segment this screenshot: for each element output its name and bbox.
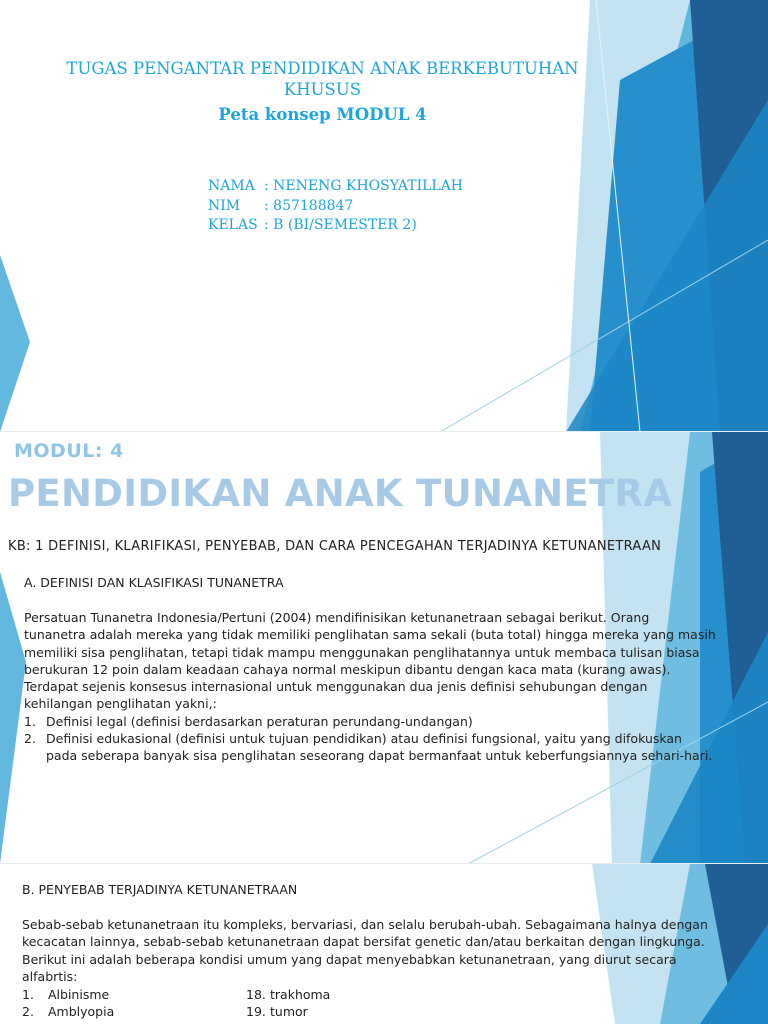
section-body: [24, 609, 764, 765]
content-slide-penyebab: [0, 864, 768, 1024]
cause-list-right: [246, 986, 330, 1021]
list-item: [22, 986, 114, 1003]
list-item: [24, 713, 764, 730]
list-text: Definisi edukasional (definisi untuk tujuan pendidikan) atau definisi fungsional, yaitu yang difokuskan: [46, 731, 682, 747]
paragraph-line: Terdapat sejenis konsesus internasional untuk menggunakan dua jenis definisi sehubungan dengan: [24, 679, 648, 695]
info-label: NAMA: [208, 178, 255, 194]
info-value: : 857188847: [264, 197, 354, 214]
info-row-kelas: [208, 216, 463, 236]
info-row-nim: [208, 197, 463, 217]
content-slide-definisi: [0, 432, 768, 864]
deco-left-triangle: [0, 255, 30, 432]
slide-heading: PENDIDIKAN ANAK TUNANETRA: [8, 472, 673, 515]
paragraph-line: tunanetra adalah mereka yang tidak memiliki penglihatan sama sekali (buta total) hingga mereka yang masih: [24, 627, 716, 643]
paragraph-line: kehilangan penglihatan yakni,:: [24, 696, 217, 712]
list-item: [246, 1003, 330, 1020]
paragraph-line: memiliki sisa penglihatan, tetapi tidak mampu menggunakan penglihatannya untuk membaca tulisan biasa: [24, 644, 700, 660]
cause-list-left: [22, 986, 114, 1021]
paragraph-line: alfabrtis:: [22, 968, 78, 984]
paragraph-line: kecacatan lainnya, sebab-sebab ketunanetraan dapat bersifat genetic dan/atau berkaitan dengan lingkunga.: [22, 934, 705, 950]
info-label: NIM: [208, 197, 241, 214]
list-number: 19.: [246, 1004, 266, 1020]
student-info: [208, 177, 463, 236]
list-number: 1.: [24, 713, 36, 729]
section-heading: B. PENYEBAB TERJADINYA KETUNANETRAAN: [22, 882, 298, 897]
deco-left-triangle: [0, 572, 26, 864]
list-text: trakhoma: [270, 987, 331, 1002]
modul-label: MODUL: 4: [14, 440, 124, 462]
list-item: [24, 730, 764, 747]
paragraph-line: berukuran 12 poin dalam keadaan cahaya normal meskipun dibantu dengan kaca mata (kurang awas).: [24, 661, 671, 677]
slide-title: TUGAS PENGANTAR PENDIDIKAN ANAK BERKEBUTUHAN KHUSUS: [66, 59, 579, 99]
list-text-continued: pada seberapa banyak sisa penglihatan seseorang dapat bermanfaat untuk keberfungsiannya sehari-hari.: [46, 748, 713, 764]
paragraph-line: Persatuan Tunanetra Indonesia/Pertuni (2004) mendifinisikan ketunanetraan sebagai berikut. Orang: [24, 610, 650, 625]
kb-heading: KB: 1 DEFINISI, KLARIFIKASI, PENYEBAB, DAN CARA PENCEGAHAN TERJADINYA KETUNANETRAAN: [8, 539, 662, 554]
section-heading: A. DEFINISI DAN KLASIFIKASI TUNANETRA: [24, 575, 284, 590]
list-item: [246, 986, 330, 1003]
title-slide: [0, 0, 768, 432]
slide-subtitle: Peta konsep MODUL 4: [218, 105, 427, 124]
paragraph-line: Sebab-sebab ketunanetraan itu kompleks, bervariasi, dan selalu berubah-ubah. Sebagaimana halnya dengan: [22, 917, 708, 932]
list-text: Amblyopia: [48, 1004, 115, 1020]
list-text: Albinisme: [48, 987, 110, 1002]
list-number: 2.: [24, 731, 36, 747]
list-item: [22, 1003, 114, 1020]
list-number: 18.: [246, 987, 266, 1002]
info-value: : B (BI/SEMESTER 2): [264, 217, 417, 233]
list-number: 2.: [22, 1004, 34, 1020]
list-number: 1.: [22, 987, 34, 1002]
section-body: [22, 916, 708, 985]
info-row-nama: [208, 177, 463, 197]
paragraph-line: Berikut ini adalah beberapa kondisi umum yang dapat menyebabkan ketunanetraan, yang diurut secara: [22, 951, 677, 967]
info-label: KELAS: [208, 217, 258, 233]
list-text: Definisi legal (definisi berdasarkan peraturan perundang-undangan): [46, 713, 473, 729]
info-value: : NENENG KHOSYATILLAH: [264, 178, 464, 194]
list-text: tumor: [270, 1004, 308, 1020]
